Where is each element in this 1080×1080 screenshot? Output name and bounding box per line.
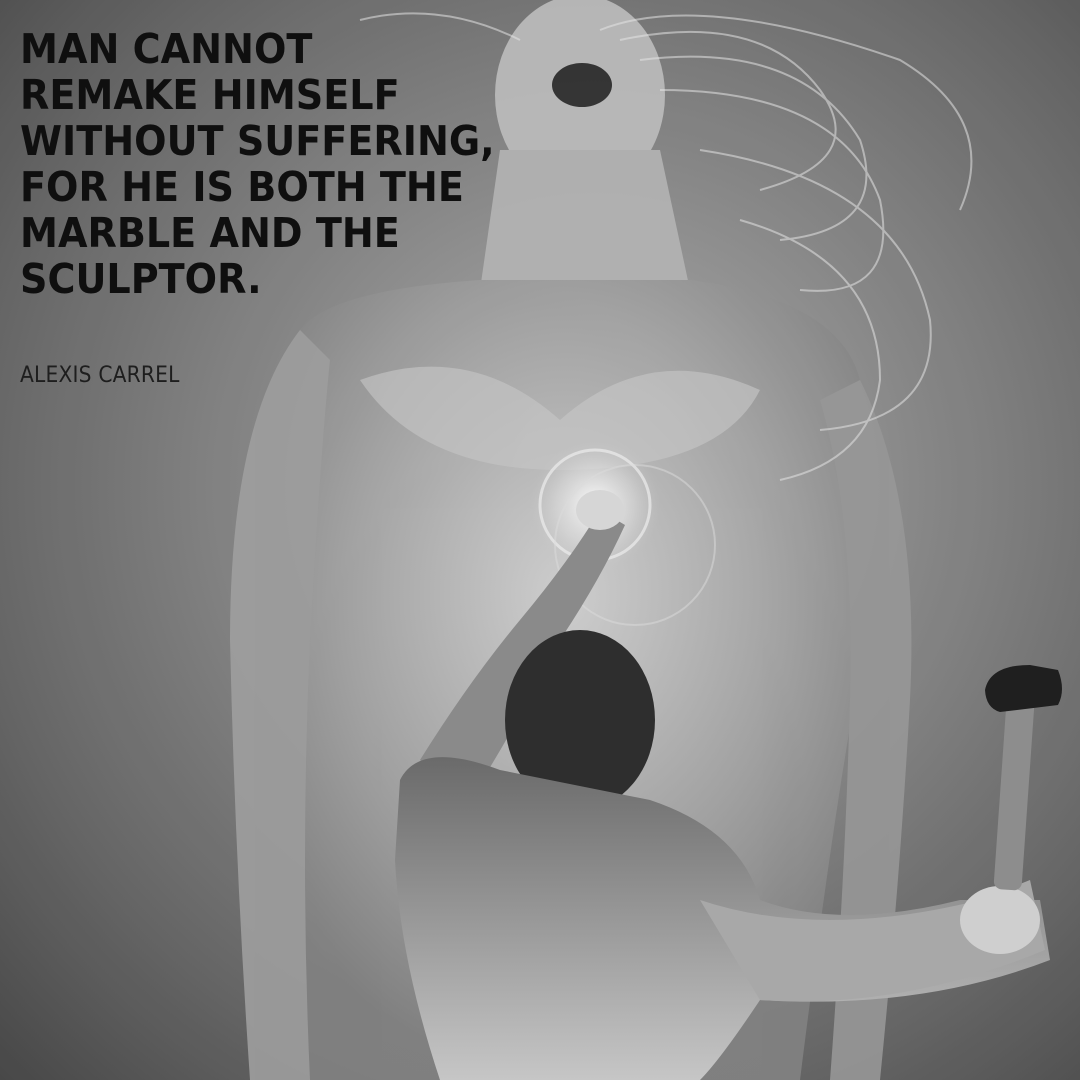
quote-line: SCULPTOR.: [20, 255, 262, 303]
quote-line: REMAKE HIMSELF: [20, 71, 400, 119]
quote-line: MAN CANNOT: [20, 25, 313, 73]
quote-line: MARBLE AND THE: [20, 209, 400, 257]
quote-text: [20, 25, 495, 303]
quote-line: FOR HE IS BOTH THE: [20, 163, 464, 211]
quote-line: WITHOUT SUFFERING,: [20, 117, 495, 165]
quote-author: ALEXIS CARREL: [20, 363, 180, 388]
